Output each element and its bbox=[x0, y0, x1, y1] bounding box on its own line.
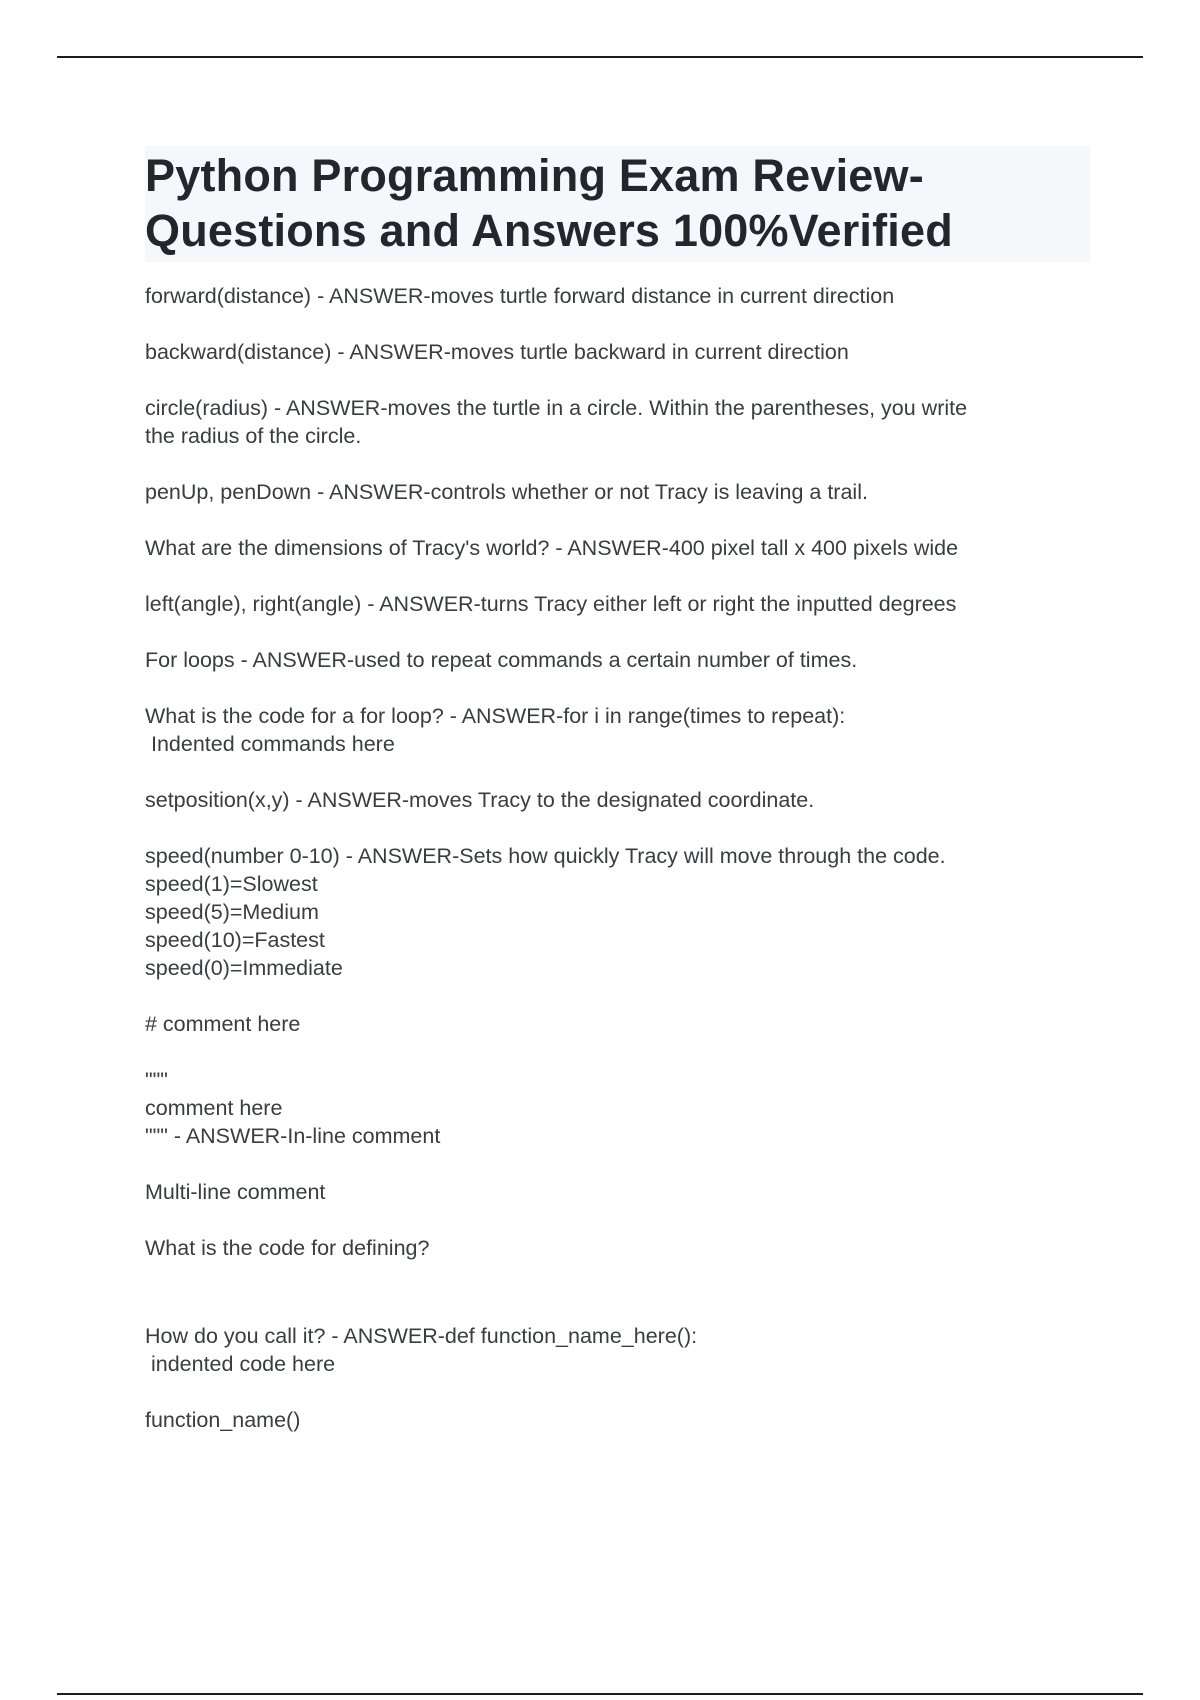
qa-line: What are the dimensions of Tracy's world? - ANSWER-400 pixel tall x 400 pixels wide bbox=[145, 536, 959, 560]
qa-line: Multi-line comment bbox=[145, 1180, 326, 1204]
qa-line: # comment here bbox=[145, 1012, 301, 1036]
qa-item bbox=[145, 338, 1090, 366]
qa-line: What is the code for a for loop? - ANSWER-for i in range(times to repeat): bbox=[145, 704, 846, 728]
qa-line: backward(distance) - ANSWER-moves turtle backward in current direction bbox=[145, 340, 849, 364]
qa-item bbox=[145, 842, 1090, 982]
qa-line: What is the code for defining? bbox=[145, 1236, 430, 1260]
document-title bbox=[145, 146, 1090, 262]
title-line-1: Python Programming Exam Review- bbox=[145, 150, 924, 201]
qa-line: """ bbox=[145, 1068, 168, 1092]
qa-line: speed(number 0-10) - ANSWER-Sets how quickly Tracy will move through the code. bbox=[145, 844, 946, 868]
qa-line: forward(distance) - ANSWER-moves turtle forward distance in current direction bbox=[145, 284, 895, 308]
qa-item bbox=[145, 702, 1090, 758]
document-body bbox=[145, 146, 1090, 1462]
qa-item bbox=[145, 478, 1090, 506]
qa-line: How do you call it? - ANSWER-def function_name_here(): bbox=[145, 1324, 698, 1348]
qa-line: speed(0)=Immediate bbox=[145, 956, 343, 980]
qa-item bbox=[145, 786, 1090, 814]
top-rule bbox=[57, 56, 1143, 58]
qa-item bbox=[145, 646, 1090, 674]
qa-line: """ - ANSWER-In-line comment bbox=[145, 1124, 441, 1148]
qa-item bbox=[145, 1322, 1090, 1378]
qa-line: speed(5)=Medium bbox=[145, 900, 319, 924]
title-line-2: Questions and Answers 100%Verified bbox=[145, 205, 953, 256]
bottom-rule bbox=[57, 1693, 1143, 1695]
qa-line: circle(radius) - ANSWER-moves the turtle in a circle. Within the parentheses, you write bbox=[145, 396, 968, 420]
qa-line: speed(10)=Fastest bbox=[145, 928, 325, 952]
qa-line: For loops - ANSWER-used to repeat commands a certain number of times. bbox=[145, 648, 858, 672]
qa-item bbox=[145, 394, 1090, 450]
qa-item bbox=[145, 1406, 1090, 1434]
qa-item bbox=[145, 534, 1090, 562]
qa-line: comment here bbox=[145, 1096, 283, 1120]
qa-item bbox=[145, 282, 1090, 310]
qa-list bbox=[145, 282, 1090, 1434]
qa-line: left(angle), right(angle) - ANSWER-turns Tracy either left or right the inputted degrees bbox=[145, 592, 957, 616]
qa-line: the radius of the circle. bbox=[145, 424, 362, 448]
qa-line: Indented commands here bbox=[145, 732, 395, 756]
qa-item bbox=[145, 1066, 1090, 1150]
qa-line: function_name() bbox=[145, 1408, 301, 1432]
qa-line: penUp, penDown - ANSWER-controls whether or not Tracy is leaving a trail. bbox=[145, 480, 868, 504]
qa-item bbox=[145, 1178, 1090, 1206]
qa-line: setposition(x,y) - ANSWER-moves Tracy to the designated coordinate. bbox=[145, 788, 815, 812]
qa-line: indented code here bbox=[145, 1352, 336, 1376]
qa-item bbox=[145, 590, 1090, 618]
qa-line: speed(1)=Slowest bbox=[145, 872, 318, 896]
qa-item bbox=[145, 1010, 1090, 1038]
qa-item bbox=[145, 1234, 1090, 1262]
